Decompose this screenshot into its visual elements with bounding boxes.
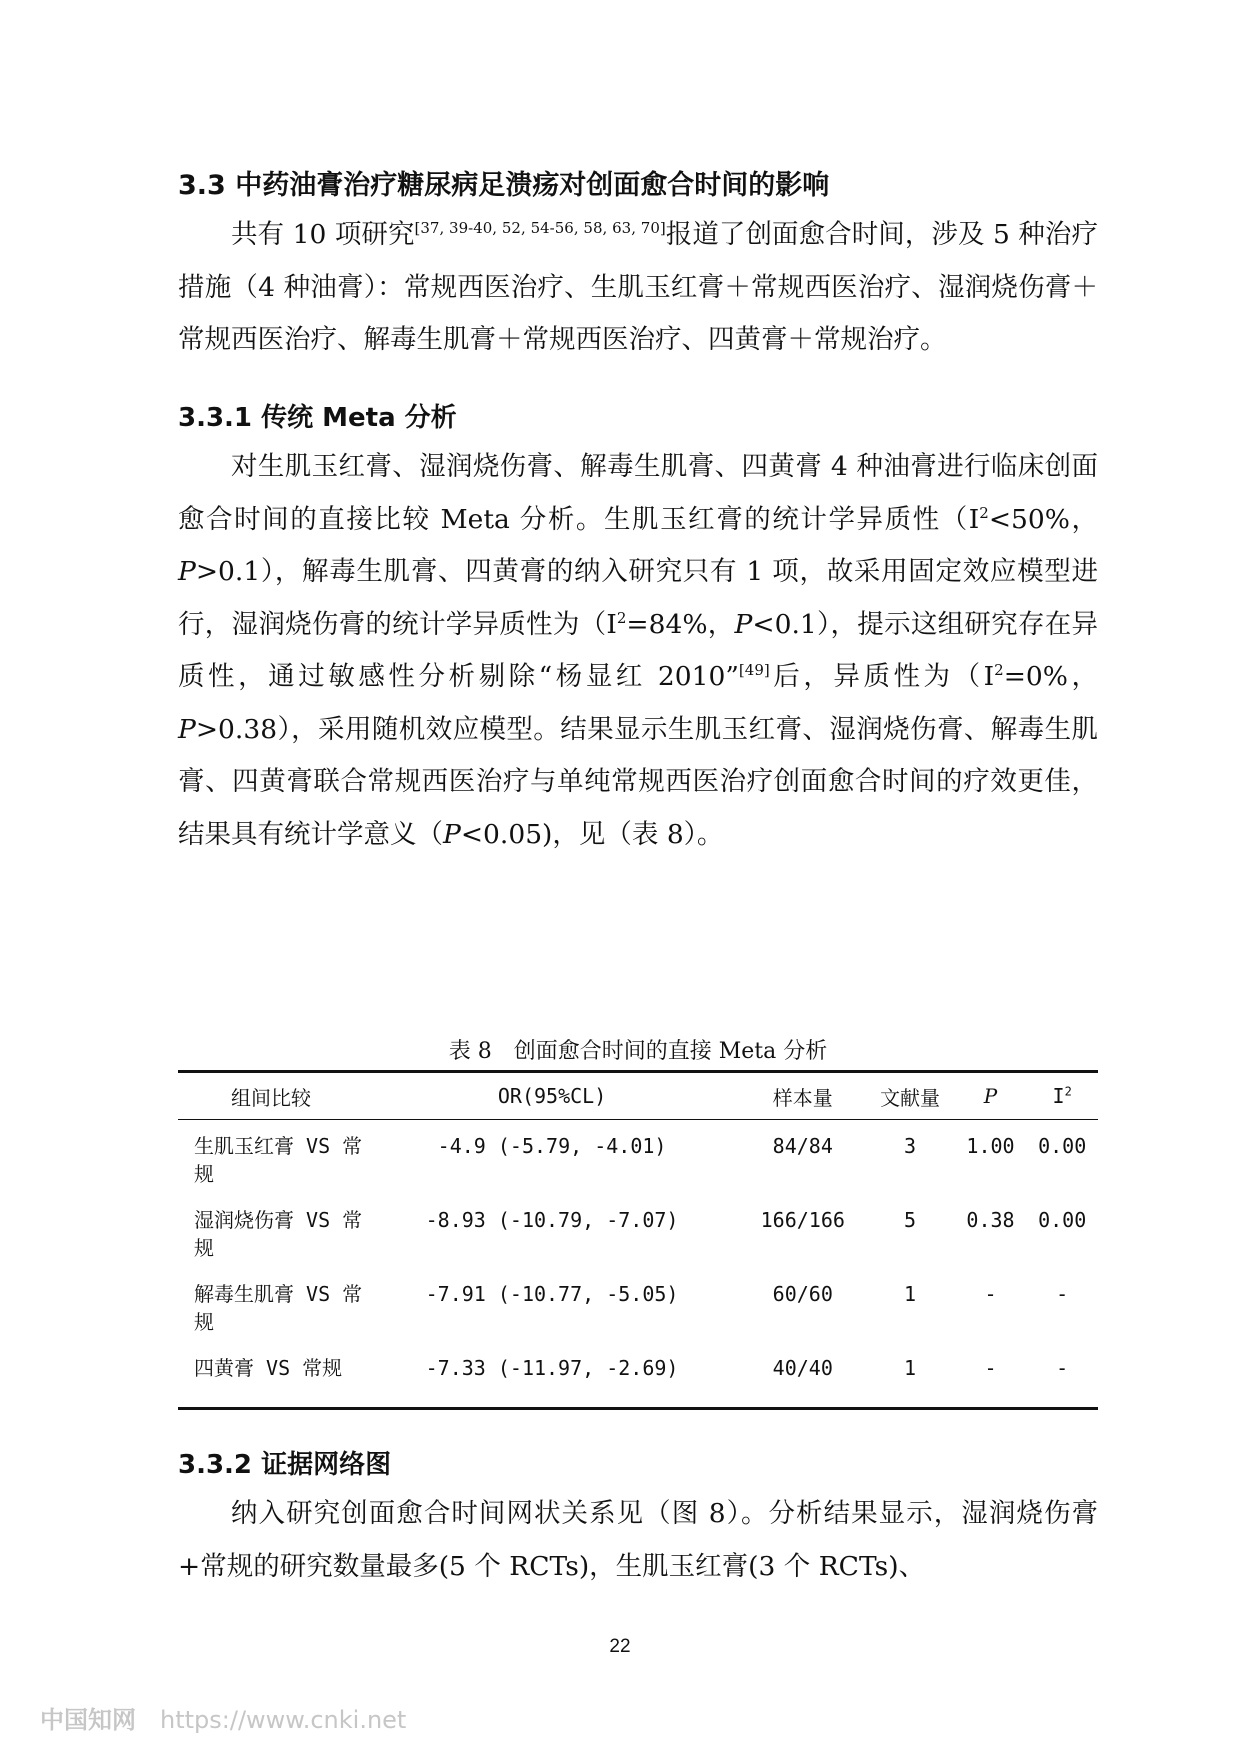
paragraph-text: =0%， [1003, 661, 1098, 692]
cell-i2: - [1056, 1356, 1069, 1380]
cell-literature: 1 [904, 1356, 917, 1380]
table-row [178, 1342, 1098, 1409]
cell-sample: 166/166 [760, 1208, 845, 1232]
paragraph-text: 后，异质性为（I [769, 661, 995, 692]
citation-ref: [37, 39-40, 52, 54-56, 58, 63, 70] [414, 219, 666, 237]
cell-or: -4.9 (-5.79, -4.01) [437, 1134, 667, 1158]
cell-i2: - [1056, 1282, 1069, 1306]
cell-group: 解毒生肌膏 VS 常规 [194, 1282, 363, 1334]
cell-sample: 84/84 [772, 1134, 833, 1158]
cell-p: - [984, 1356, 997, 1380]
header-i2 [1026, 1072, 1098, 1120]
table-header-row [178, 1072, 1098, 1120]
watermark-url: https://www.cnki.net [160, 1706, 407, 1734]
cell-p: 1.00 [966, 1134, 1015, 1158]
table-row [178, 1268, 1098, 1342]
paragraph-3-3-2: 纳入研究创面愈合时间网状关系见（图 8）。分析结果显示，湿润烧伤膏+常规的研究数量最多(5 个 RCTs)，生肌玉红膏(3 个 RCTs)、 [178, 1498, 1098, 1582]
table-caption: 表 8 创面愈合时间的直接 Meta 分析 [448, 1039, 828, 1064]
section-heading-3-3: 3.3 中药油膏治疗糖尿病足溃疡对创面愈合时间的影响 [178, 170, 830, 201]
table-row [178, 1194, 1098, 1268]
p-symbol: P [734, 608, 753, 640]
paragraph-text: <0.1），提示这组研究存在异质性，通过敏感性分析剔除“杨显红 2010” [178, 608, 1098, 692]
superscript: 2 [979, 503, 989, 522]
cell-p: - [984, 1282, 997, 1306]
paragraph-text: 对生肌玉红膏、湿润烧伤膏、解毒生肌膏、四黄膏 4 种油膏进行临床创面愈合时间的直接比较 Meta 分析。生肌玉红膏的统计学异质性（I [178, 451, 1098, 535]
section-heading-3-3-2: 3.3.2 证据网络图 [178, 1450, 392, 1480]
paragraph-text: <50%， [988, 503, 1098, 535]
paragraph-3-3 [178, 209, 1098, 367]
cell-literature: 5 [904, 1208, 917, 1232]
header-p: P [983, 1084, 998, 1108]
section-heading-3-3-1: 3.3.1 传统 Meta 分析 [178, 403, 457, 433]
superscript: 2 [616, 608, 627, 627]
paragraph-text: 共有 10 项研究 [231, 219, 415, 250]
p-symbol: P [178, 556, 196, 587]
watermark-brand: 中国知网 [40, 1706, 136, 1734]
paragraph-text: =84%， [626, 608, 735, 640]
cell-or: -7.91 (-10.77, -5.05) [425, 1282, 679, 1306]
page-number: 22 [609, 1636, 631, 1657]
cell-sample: 60/60 [772, 1282, 833, 1306]
paragraph-text: 报道了创面愈合时间，涉及 5 种治疗措施（4 种油膏）：常规西医治疗、生肌玉红膏＋常规西医治疗、湿润烧伤膏＋常规西医治疗、解毒生肌膏＋常规西医治疗、四黄膏＋常规治疗。 [178, 219, 1098, 355]
cell-p: 0.38 [966, 1208, 1015, 1232]
header-or: OR(95%CL) [497, 1084, 607, 1108]
header-i-sup: 2 [1064, 1084, 1072, 1099]
cell-i2: 0.00 [1038, 1134, 1087, 1158]
cell-group: 生肌玉红膏 VS 常规 [194, 1134, 363, 1186]
cell-or: -8.93 (-10.79, -7.07) [425, 1208, 679, 1232]
paragraph-3-3-1 [178, 441, 1098, 861]
watermark [40, 1700, 406, 1735]
cell-i2: 0.00 [1038, 1208, 1087, 1232]
header-literature: 文献量 [880, 1085, 941, 1110]
p-symbol: P [443, 818, 461, 850]
header-i-label: I [1052, 1084, 1065, 1108]
cell-literature: 1 [904, 1282, 917, 1306]
cell-literature: 3 [904, 1134, 917, 1158]
paragraph-text: <0.05)，见（表 8）。 [460, 818, 724, 850]
header-sample: 样本量 [772, 1085, 833, 1110]
header-group: 组间比较 [231, 1085, 311, 1110]
cell-or: -7.33 (-11.97, -2.69) [425, 1356, 679, 1380]
p-symbol: P [178, 713, 196, 745]
paragraph-text: >0.1），解毒生肌膏、四黄膏的纳入研究只有 1 项，故采用固定效应模型进行，湿润烧伤膏的统计学异质性为（I [178, 556, 1098, 640]
superscript: 2 [994, 661, 1004, 679]
table-row [178, 1120, 1098, 1195]
meta-analysis-table [178, 1070, 1098, 1410]
cell-sample: 40/40 [772, 1356, 833, 1380]
cell-group: 四黄膏 VS 常规 [194, 1356, 343, 1380]
citation-ref: [49] [738, 661, 770, 679]
paragraph-text: >0.38），采用随机效应模型。结果显示生肌玉红膏、湿润烧伤膏、解毒生肌膏、四黄膏联合常规西医治疗与单纯常规西医治疗创面愈合时间的疗效更佳，结果具有统计学意义（ [178, 713, 1098, 850]
cell-group: 湿润烧伤膏 VS 常规 [194, 1208, 363, 1260]
